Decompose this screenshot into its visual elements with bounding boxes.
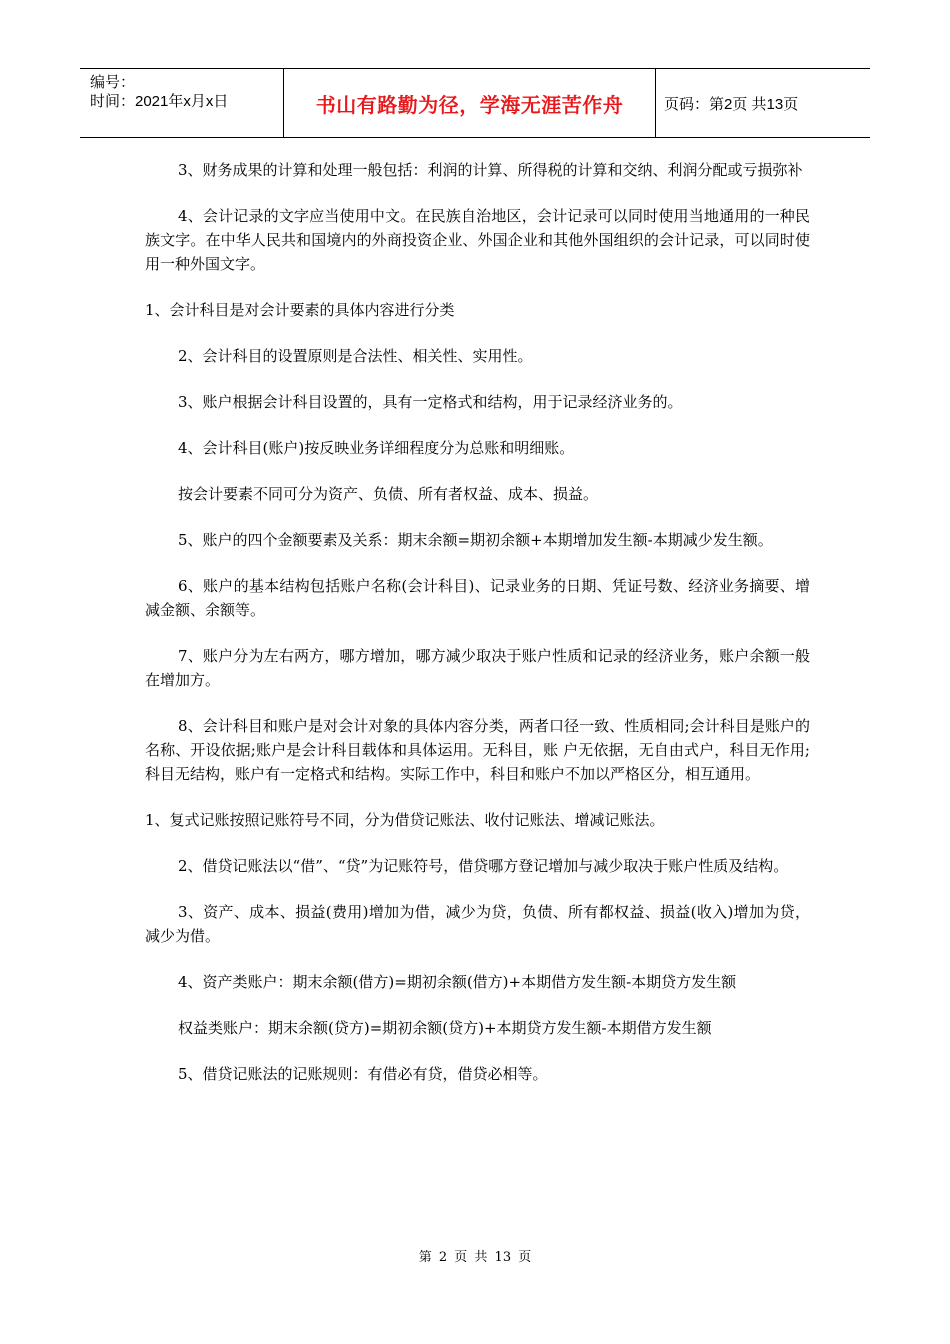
- body-paragraph: 3、资产、成本、损益(费用)增加为借，减少为贷，负债、所有都权益、损益(收入)增加为贷，减少为借。: [145, 903, 810, 945]
- header-motto: 书山有路勤为径，学海无涯苦作舟: [315, 92, 624, 117]
- body-paragraph: 权益类账户：期末余额(贷方)=期初余额(贷方)+本期贷方发生额-本期借方发生额: [178, 1019, 712, 1037]
- document-number-label: 编号：: [90, 74, 136, 91]
- body-paragraph: 3、财务成果的计算和处理一般包括：利润的计算、所得税的计算和交纳、利润分配或亏损弥补: [178, 161, 803, 179]
- body-paragraph: 按会计要素不同可分为资产、负债、所有者权益、成本、损益。: [178, 485, 599, 503]
- body-paragraph: 5、借贷记账法的记账规则：有借必有贷，借贷必相等。: [178, 1065, 548, 1083]
- header-meta: [90, 73, 280, 111]
- body-paragraph: 1、复式记账按照记账符号不同，分为借贷记账法、收付记账法、增减记账法。: [145, 811, 665, 829]
- document-body: [145, 158, 810, 1108]
- body-paragraph: 6、账户的基本结构包括账户名称(会计科目)、记录业务的日期、凭证号数、经济业务摘要、增减金额、余额等。: [145, 577, 810, 619]
- body-paragraph: 4、资产类账户：期末余额(借方)=期初余额(借方)+本期借方发生额-本期贷方发生额: [178, 973, 737, 991]
- header-page-info: 页码：第2页 共13页: [664, 95, 799, 113]
- page-footer: 第 2 页 共 13 页: [418, 1250, 532, 1265]
- document-time-label: 时间：2021年x月x日: [90, 93, 229, 110]
- body-paragraph: 4、会计科目(账户)按反映业务详细程度分为总账和明细账。: [178, 439, 575, 457]
- body-paragraph: 2、借贷记账法以“借”、“贷”为记账符号，借贷哪方登记增加与减少取决于账户性质及结构。: [178, 857, 789, 875]
- body-paragraph: 1、会计科目是对会计要素的具体内容进行分类: [145, 301, 455, 319]
- page-header: [80, 68, 870, 138]
- body-paragraph: 7、账户分为左右两方，哪方增加，哪方减少取决于账户性质和记录的经济业务，账户余额一般在增加方。: [145, 647, 810, 689]
- body-paragraph: 4、会计记录的文字应当使用中文。在民族自治地区，会计记录可以同时使用当地通用的一种民族文字。在中华人民共和国境内的外商投资企业、外国企业和其他外国组织的会计记录，可以同时使用一种外国文字。: [145, 207, 810, 273]
- body-paragraph: 8、会计科目和账户是对会计对象的具体内容分类，两者口径一致、性质相同;会计科目是账户的名称、开设依据;账户是会计科目载体和具体运用。无科目，账 户无依据，无自由式户，科目无作用;科目无结构，账户有一定格式和结构。实际工作中，科目和账户不加以严格区分，相互通用。: [145, 717, 810, 783]
- body-paragraph: 5、账户的四个金额要素及关系：期末余额=期初余额+本期增加发生额-本期减少发生额。: [178, 531, 773, 549]
- body-paragraph: 2、会计科目的设置原则是合法性、相关性、实用性。: [178, 347, 533, 365]
- body-paragraph: 3、账户根据会计科目设置的，具有一定格式和结构，用于记录经济业务的。: [178, 393, 683, 411]
- header-divider-right: [655, 69, 656, 137]
